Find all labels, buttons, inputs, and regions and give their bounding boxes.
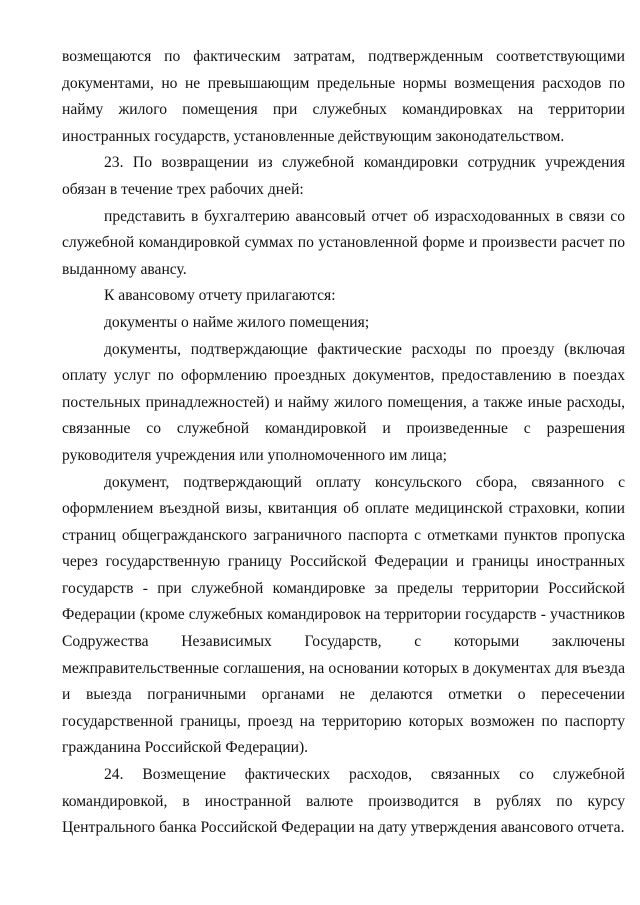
document-body [62, 44, 625, 842]
paragraph-continuation: возмещаются по фактическим затратам, подтвержденным соответствующими документами, но не превышающим предельные нормы возмещения расходов по найму жилого помещения при служебных командировках на территории иностранных государств, установленные действующим законодательством. [62, 48, 625, 145]
paragraph-attached: К авансовому отчету прилагаются: [104, 287, 336, 305]
paragraph-item-24: 24. Возмещение фактических расходов, связанных со служебной командировкой, в иностранной валюте производится в рублях по курсу Центрального банка Российской Федерации на дату утверждения авансового отчета. [62, 766, 625, 837]
paragraph-advance-report: представить в бухгалтерию авансовый отчет об израсходованных в связи со служебной командировкой суммах по установленной форме и произвести расчет по выданному авансу. [62, 207, 625, 278]
paragraph-consular-fee: документ, подтверждающий оплату консульского сбора, связанного с оформлением въездной визы, квитанция об оплате медицинской страховки, копии страниц общегражданского заграничного паспорта с отметками пунктов пропуска через государственную границу Российской Федерации и границы иностранных государств - при служебной командировке за пределы территории Российской Федерации (кроме служебных командировок на территории государств - участников Содружества Независимых Государств, с которыми заключены межправительственные соглашения, на основании которых в документах для въезда и выезда пограничными органами не делаются отметки о пересечении государственной границы, проезд на территорию которых возможен по паспорту гражданина Российской Федерации). [62, 473, 625, 757]
paragraph-expense-docs: документы, подтверждающие фактические расходы по проезду (включая оплату услуг по оформлению проездных документов, предоставлению в поездах постельных принадлежностей) и найму жилого помещения, а также иные расходы, связанные со служебной командировкой и произведенные с разрешения руководителя учреждения или уполномоченного им лица; [62, 340, 625, 464]
paragraph-lodging-docs: документы о найме жилого помещения; [104, 313, 370, 331]
paragraph-item-23: 23. По возвращении из служебной командировки сотрудник учреждения обязан в течение трех рабочих дней: [62, 154, 625, 198]
